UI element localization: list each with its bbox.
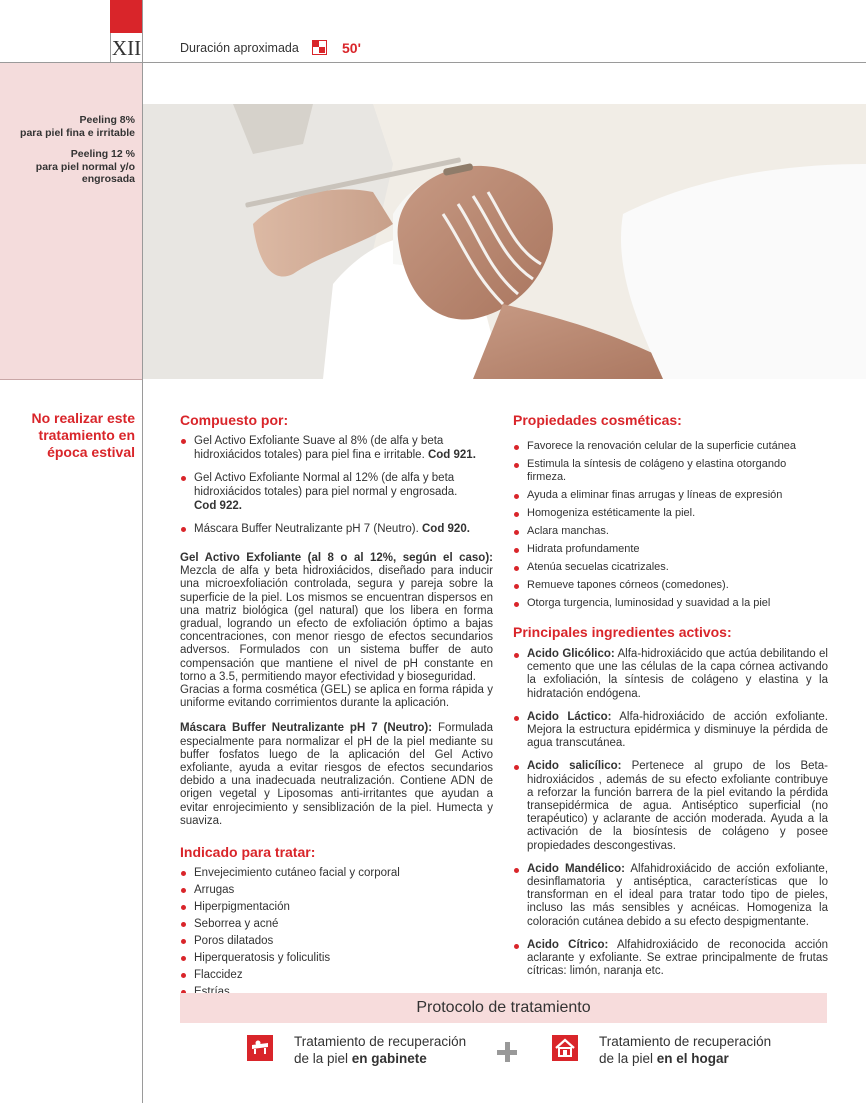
list-item: Hiperpigmentación [180, 900, 493, 914]
list-item: Ayuda a eliminar finas arrugas y líneas de expresión [513, 489, 828, 502]
list-item: Envejecimiento cutáneo facial y corporal [180, 866, 493, 880]
ingredientes-title: Principales ingredientes activos: [513, 624, 732, 640]
sidebar-notes [6, 114, 135, 195]
summer-warning: No realizar este tratamiento en época estival [31, 410, 135, 460]
compuesto-title: Compuesto por: [180, 412, 289, 428]
note-peeling-12-desc-2: engrosada [81, 173, 135, 185]
list-item: Gel Activo Exfoliante Normal al 12% (de alfa y beta hidroxiácidos totales) para piel normal y engrosada. Cod 922. [180, 471, 493, 513]
list-item: Flaccidez [180, 968, 493, 982]
home-treatment-icon [552, 1035, 578, 1061]
list-item: Acido Mandélico: Alfahidroxiácido de acción exfoliante, desinflamatoria y antiséptica, características que lo transforman en el ideal para tratar todo tipo de pieles, incluso las más sensibles y acnéicas. Homogeniza la coloración cutánea debido a su efecto despigmentante. [513, 863, 828, 929]
home-treatment-label: Tratamiento de recuperación de la piel en el hogar [599, 1034, 772, 1066]
clock-icon [312, 40, 327, 55]
list-item: Seborrea y acné [180, 917, 493, 931]
treatment-photo [143, 104, 866, 379]
list-item: Aclara manchas. [513, 525, 828, 538]
propiedades-list [513, 440, 828, 610]
ingredientes-list [513, 648, 828, 978]
list-item: Favorece la renovación celular de la superficie cutánea [513, 440, 828, 453]
list-item: Gel Activo Exfoliante Suave al 8% (de alfa y beta hidroxiácidos totales) para piel fina e irritable. Cod 921. [180, 434, 493, 462]
list-item: Poros dilatados [180, 934, 493, 948]
list-item: Otorga turgencia, luminosidad y suavidad a la piel [513, 597, 828, 610]
list-item: Máscara Buffer Neutralizante pH 7 (Neutro). Cod 920. [180, 522, 493, 536]
list-item: Hiperqueratosis y foliculitis [180, 951, 493, 965]
duration-label: Duración aproximada [180, 41, 299, 55]
protocol-title: Protocolo de tratamiento [180, 993, 827, 1023]
note-peeling-12-desc-1: para piel normal y/o [35, 160, 135, 173]
list-item: Atenúa secuelas cicatrizales. [513, 561, 828, 574]
list-item: Hidrata profundamente [513, 543, 828, 556]
note-peeling-12: Peeling 12 % [70, 148, 135, 160]
indicado-title: Indicado para tratar: [180, 844, 316, 861]
chapter-number: XII [110, 33, 142, 63]
right-column [513, 412, 828, 988]
list-item: Acido Glicólico: Alfa-hidroxiácido que actúa debilitando el cemento que une las células de la capa córnea activando la exfoliación, la síntesis de colágeno y elastina y la hidratación endógena. [513, 648, 828, 701]
list-item: Estimula la síntesis de colágeno y elastina otorgando firmeza. [513, 458, 828, 484]
duration-value: 50' [342, 40, 361, 56]
list-item: Acido salicílico: Pertenece al grupo de los Beta-hidroxiácidos , además de su efecto exfoliante contribuye a reforzar la función barrera de la piel evitando la pérdida transepidérmica de agua. Antiséptico superficial (no terapéutico) y aclarante de acción moderada. Ayuda a la activación de la biosíntesis de colágeno y posee propiedades descongestivas. [513, 760, 828, 852]
indicado-list [180, 866, 493, 999]
mascara-description: Máscara Buffer Neutralizante pH 7 (Neutro): Formulada especialmente para normalizar el pH de la piel mediante su buffer fosfatos luego de la aplicación del Gel Activo exfoliante, ayuda a evitar riesgos de efectos secundarios debido a una inadecuada neutralización. Contiene ADN de origen vegetal y Liposomas anti-irritantes que ayudan a evitar enrojecimiento y sensiblización de la piel. Humecta y suaviza. [180, 722, 493, 827]
list-item: Remueve tapones córneos (comedones). [513, 579, 828, 592]
sidebar-panel [0, 63, 142, 379]
note-peeling-8-desc: para piel fina e irritable [20, 126, 135, 139]
gel-description: Gel Activo Exfoliante (al 8 o al 12%, según el caso): Mezcla de alfa y beta hidroxiácidos, diseñado para inducir una microexfoliación controlada, segura y pareja sobre la superficie de la piel. Los mismos se encuentran dispersos en una matriz biológica (gel natural) que los libera en forma gradual, logrando un efecto de exfoliación óptimo a bajas concentraciones, con menor riesgo de efectos secundarios adversos. Formulados con un sistema buffer de auto compensación que mantiene el nivel de pH constante en torno a 3.5, permitiendo mayor efectividad y bioseguridad. Gracias a forma cosmética (GEL) se aplica en forma rápida y uniforme evitando corrimientos durante la aplicación. [180, 552, 493, 710]
treatment-photo-illustration [143, 104, 866, 379]
left-column [180, 412, 493, 1002]
list-item: Acido Láctico: Alfa-hidroxiácido de acción exfoliante. Mejora la estructura epidérmica y disminuye la pérdida de agua transcutánea. [513, 711, 828, 751]
note-peeling-8: Peeling 8% [79, 114, 135, 126]
sidebar-divider [0, 379, 142, 380]
salon-treatment-icon [247, 1035, 273, 1061]
plus-icon [497, 1042, 517, 1062]
list-item: Homogeniza estéticamente la piel. [513, 507, 828, 520]
list-item: Arrugas [180, 883, 493, 897]
compuesto-list [180, 434, 493, 536]
list-item: Acido Cítrico: Alfahidroxiácido de reconocida acción aclarante y exfoliante. Se extrae principalmente de frutas cítricas: limón, naranja etc. [513, 939, 828, 979]
salon-treatment-label: Tratamiento de recuperación de la piel en gabinete [294, 1034, 467, 1066]
propiedades-title: Propiedades cosméticas: [513, 412, 682, 428]
chapter-red-tab [110, 0, 142, 33]
